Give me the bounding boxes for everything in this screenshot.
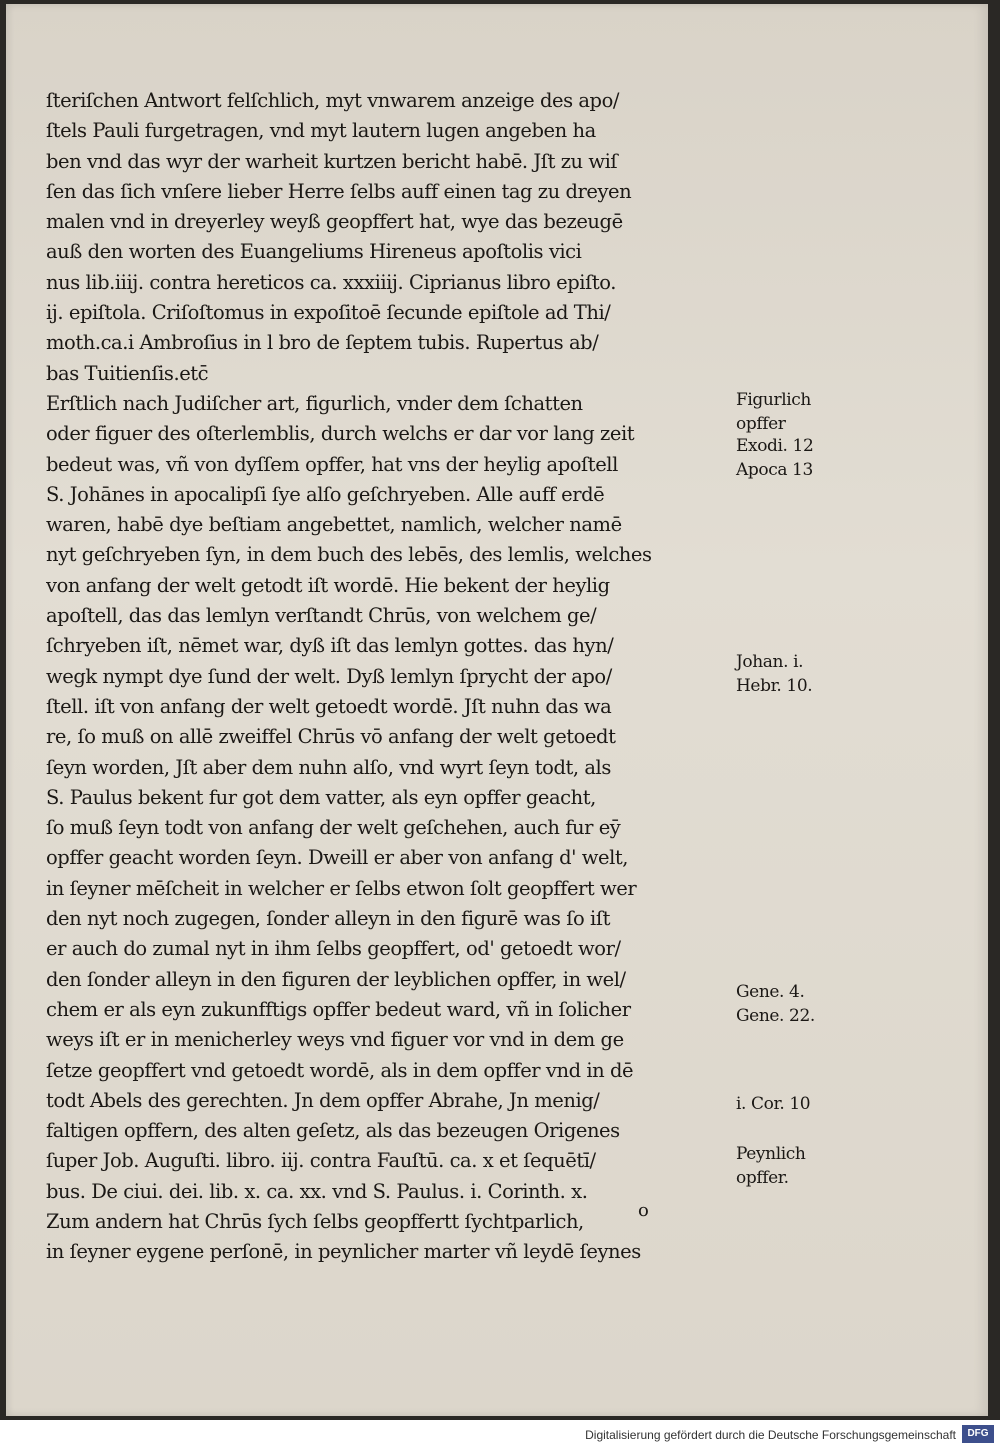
text-line: ij. epiſtola. Criſoſtomus in expoſitoē ſecunde epiſtole ad Thi/ — [46, 301, 611, 325]
text-line: ſetze geopffert vnd getoedt wordē, als in dem opffer vnd in dē — [46, 1058, 634, 1082]
text-line: ſeyn worden, Jſt aber dem nuhn alſo, vnd wyrt ſeyn todt, als — [46, 755, 611, 779]
text-line: ſen das ſich vnſere lieber Herre ſelbs auff einen tag zu dreyen — [46, 179, 632, 203]
text-line: bedeut was, vñ von dyſſem opffer, hat vns der heylig apoſtell — [46, 452, 618, 476]
margin-note: Johan. i. — [736, 652, 804, 672]
text-line: nyt geſchryeben ſyn, in dem buch des lebēs, des lemlis, welches — [46, 543, 652, 567]
text-line: waren, habē dye beſtiam angebettet, namlich, welcher namē — [46, 513, 622, 537]
margin-note: Gene. 22. — [736, 1006, 815, 1026]
text-line: in ſeyner eygene perſonē, in peynlicher marter vñ leydē ſeynes — [46, 1240, 641, 1264]
text-line: ſtell. iſt von anfang der welt getoedt wordē. Jſt nuhn das wa — [46, 694, 612, 718]
text-line: ſteriſchen Antwort felſchlich, myt vnwarem anzeige des apo/ — [46, 89, 619, 112]
main-text-block — [46, 86, 746, 1268]
margin-note: Figurlich — [736, 390, 811, 410]
text-line: opffer geacht worden ſeyn. Dweill er aber von anfang d' welt, — [46, 846, 629, 870]
text-line: ben vnd das wyr der warheit kurtzen bericht habē. Jſt zu wiſ — [46, 149, 618, 173]
text-line: in ſeyner mēſcheit in welcher er ſelbs etwon ſolt geopffert wer — [46, 876, 637, 900]
text-line: den nyt noch zugegen, ſonder alleyn in den figurē was ſo iſt — [46, 907, 610, 931]
text-line: nus lib.iiij. contra hereticos ca. xxxiiij. Ciprianus libro epiſto. — [46, 270, 616, 294]
document-page — [6, 4, 988, 1416]
text-line: weys iſt er in menicherley weys vnd figuer vor vnd in dem ge — [46, 1028, 624, 1052]
dfg-logo: DFG — [962, 1425, 994, 1443]
text-line: moth.ca.i Ambroſius in l bro de ſeptem tubis. Rupertus ab/ — [46, 331, 599, 355]
text-line: re, ſo muß on allē zweiffel Chrūs vō anfang der welt getoedt — [46, 725, 616, 749]
text-line: faltigen opffern, des alten geſetz, als das bezeugen Origenes — [46, 1119, 620, 1143]
text-line: S. Johānes in apocalipſi ſye alſo geſchryeben. Alle auff erdē — [46, 482, 605, 506]
footer-bar — [0, 1420, 1000, 1452]
text-line: von anfang der welt getodt iſt wordē. Hie bekent der heylig — [46, 573, 610, 597]
margin-note: i. Cor. 10 — [736, 1094, 811, 1114]
funding-note: Digitalisierung gefördert durch die Deutsche Forschungsgemeinschaft — [585, 1428, 956, 1442]
margin-note: Apoca 13 — [736, 460, 813, 480]
text-line: S. Paulus bekent fur got dem vatter, als eyn opffer geacht, — [46, 785, 596, 809]
text-line: Erſtlich nach Judiſcher art, figurlich, vnder dem ſchatten — [46, 391, 583, 415]
text-line: oder figuer des oſterlemblis, durch welchs er dar vor lang zeit — [46, 422, 635, 446]
text-line: apoſtell, das das lemlyn verſtandt Chrūs, von welchem ge/ — [46, 604, 597, 628]
text-line: den ſonder alleyn in den figuren der leyblichen opffer, in wel/ — [46, 967, 626, 991]
margin-note: opffer. — [736, 1168, 789, 1188]
text-line: todt Abels des gerechten. Jn dem opffer Abrahe, Jn menig/ — [46, 1088, 600, 1112]
text-line: bas Tuitienſis.etc̄ — [46, 361, 209, 385]
margin-note: Peynlich — [736, 1144, 806, 1164]
text-line: ſuper Job. Auguſti. libro. iij. contra Fauſtū. ca. x et ſequētī/ — [46, 1149, 596, 1173]
text-line: wegk nympt dye ſund der welt. Dyß lemlyn ſprycht der apo/ — [46, 664, 612, 688]
text-line: ſo muß ſeyn todt von anfang der welt geſchehen, auch fur eȳ — [46, 816, 621, 840]
signature-mark: o — [638, 1200, 649, 1221]
text-line: chem er als eyn zukunfftigs opffer bedeut ward, vñ in ſolicher — [46, 997, 631, 1021]
text-line: Zum andern hat Chrūs ſych ſelbs geopffertt ſychtparlich, — [46, 1209, 584, 1233]
margin-note: Exodi. 12 — [736, 436, 814, 456]
text-line: er auch do zumal nyt in ihm ſelbs geopffert, od' getoedt wor/ — [46, 937, 621, 961]
margin-note: opffer — [736, 414, 786, 434]
text-line: bus. De ciui. dei. lib. x. ca. xx. vnd S. Paulus. i. Corinth. x. — [46, 1179, 588, 1203]
text-line: malen vnd in dreyerley weyß geopffert hat, wye das bezeugē — [46, 210, 623, 234]
margin-note: Gene. 4. — [736, 982, 805, 1002]
text-line: ſtels Pauli furgetragen, vnd myt lautern lugen angeben ha — [46, 119, 596, 143]
text-line: ſchryeben iſt, nēmet war, dyß iſt das lemlyn gottes. das hyn/ — [46, 634, 614, 658]
margin-note: Hebr. 10. — [736, 676, 813, 696]
text-line: auß den worten des Euangeliums Hireneus apoſtolis vici — [46, 240, 582, 264]
